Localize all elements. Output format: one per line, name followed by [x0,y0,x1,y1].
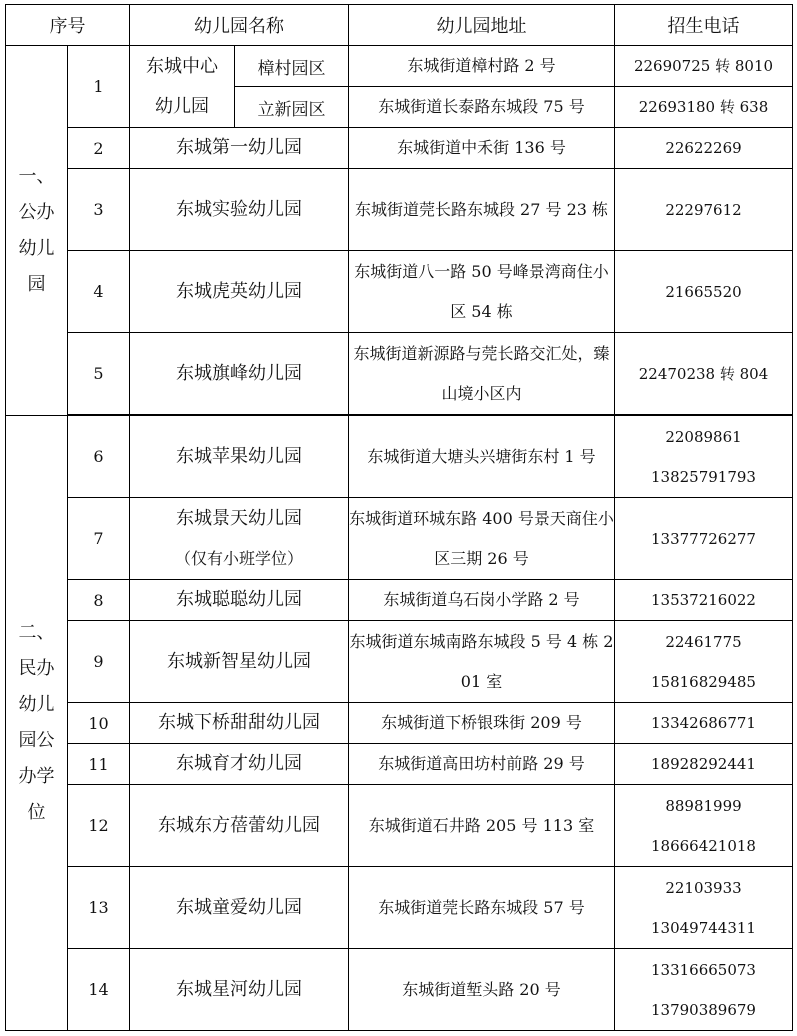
kindergarten-name: 东城童爱幼儿园 [130,867,349,949]
campus-name: 立新园区 [235,87,349,128]
address: 东城街道下桥银珠街 209 号 [349,703,615,744]
address: 东城街道乌石岗小学路 2 号 [349,580,615,621]
header-phone: 招生电话 [615,5,793,46]
category-public: 一、公办幼儿园 [6,46,68,416]
table-row [6,251,793,333]
phone: 22089861 13825791793 [615,416,793,498]
kindergarten-name: 东城实验幼儿园 [130,169,349,251]
phone: 22470238 转 804 [615,333,793,415]
phone: 13316665073 13790389679 [615,949,793,1031]
phone: 22297612 [615,169,793,251]
table-row [6,744,793,785]
table-row [6,169,793,251]
address: 东城街道东城南路东城段 5 号 4 栋 201 室 [349,621,615,703]
kindergarten-name: 东城新智星幼儿园 [130,621,349,703]
table-row [6,580,793,621]
row-number: 5 [68,333,130,415]
phone: 22622269 [615,128,793,169]
kindergarten-table [5,4,793,1031]
address: 东城街道樟村路 2 号 [349,46,615,87]
phone: 21665520 [615,251,793,333]
category-private: 二、民办幼儿园公办学位 [6,416,68,1031]
kindergarten-name: 东城聪聪幼儿园 [130,580,349,621]
row-number: 13 [68,867,130,949]
row-number: 2 [68,128,130,169]
kindergarten-name: 东城苹果幼儿园 [130,416,349,498]
phone: 18928292441 [615,744,793,785]
address: 东城街道中禾街 136 号 [349,128,615,169]
address: 东城街道环城东路 400 号景天商住小区三期 26 号 [349,498,615,580]
phone: 22461775 15816829485 [615,621,793,703]
table-row [6,949,793,1031]
phone: 22103933 13049744311 [615,867,793,949]
table-row [6,621,793,703]
row-number: 4 [68,251,130,333]
address: 东城街道新源路与莞长路交汇处，臻山境小区内 [349,333,615,415]
table-row [6,46,793,87]
row-number: 8 [68,580,130,621]
campus-name: 樟村园区 [235,46,349,87]
kindergarten-name: 东城景天幼儿园 （仅有小班学位） [130,498,349,580]
row-number: 6 [68,416,130,498]
kindergarten-name: 东城第一幼儿园 [130,128,349,169]
row-number: 12 [68,785,130,867]
table-row [6,703,793,744]
phone: 22693180 转 638 [615,87,793,128]
kindergarten-name: 东城虎英幼儿园 [130,251,349,333]
kindergarten-name: 东城东方蓓蕾幼儿园 [130,785,349,867]
phone: 13342686771 [615,703,793,744]
phone: 22690725 转 8010 [615,46,793,87]
row-number: 9 [68,621,130,703]
table-row [6,333,793,415]
row-number: 14 [68,949,130,1031]
header-row [6,5,793,46]
table-row [6,785,793,867]
address: 东城街道莞长路东城段 57 号 [349,867,615,949]
address: 东城街道莞长路东城段 27 号 23 栋 [349,169,615,251]
header-seq: 序号 [6,5,130,46]
address: 东城街道大塘头兴塘街东村 1 号 [349,416,615,498]
table-row [6,416,793,498]
table-row [6,498,793,580]
table-row [6,128,793,169]
address: 东城街道堑头路 20 号 [349,949,615,1031]
phone: 13537216022 [615,580,793,621]
row-number: 11 [68,744,130,785]
header-address: 幼儿园地址 [349,5,615,46]
address: 东城街道长泰路东城段 75 号 [349,87,615,128]
row-number: 1 [68,46,130,128]
row-number: 7 [68,498,130,580]
address: 东城街道八一路 50 号峰景湾商住小区 54 栋 [349,251,615,333]
kindergarten-name: 东城下桥甜甜幼儿园 [130,703,349,744]
row-number: 10 [68,703,130,744]
kindergarten-name: 东城旗峰幼儿园 [130,333,349,415]
address: 东城街道石井路 205 号 113 室 [349,785,615,867]
kindergarten-name: 东城育才幼儿园 [130,744,349,785]
address: 东城街道高田坊村前路 29 号 [349,744,615,785]
row-number: 3 [68,169,130,251]
table-row [6,867,793,949]
phone: 88981999 18666421018 [615,785,793,867]
kindergarten-name: 东城中心幼儿园 [130,46,235,128]
header-name: 幼儿园名称 [130,5,349,46]
phone: 13377726277 [615,498,793,580]
kindergarten-name: 东城星河幼儿园 [130,949,349,1031]
